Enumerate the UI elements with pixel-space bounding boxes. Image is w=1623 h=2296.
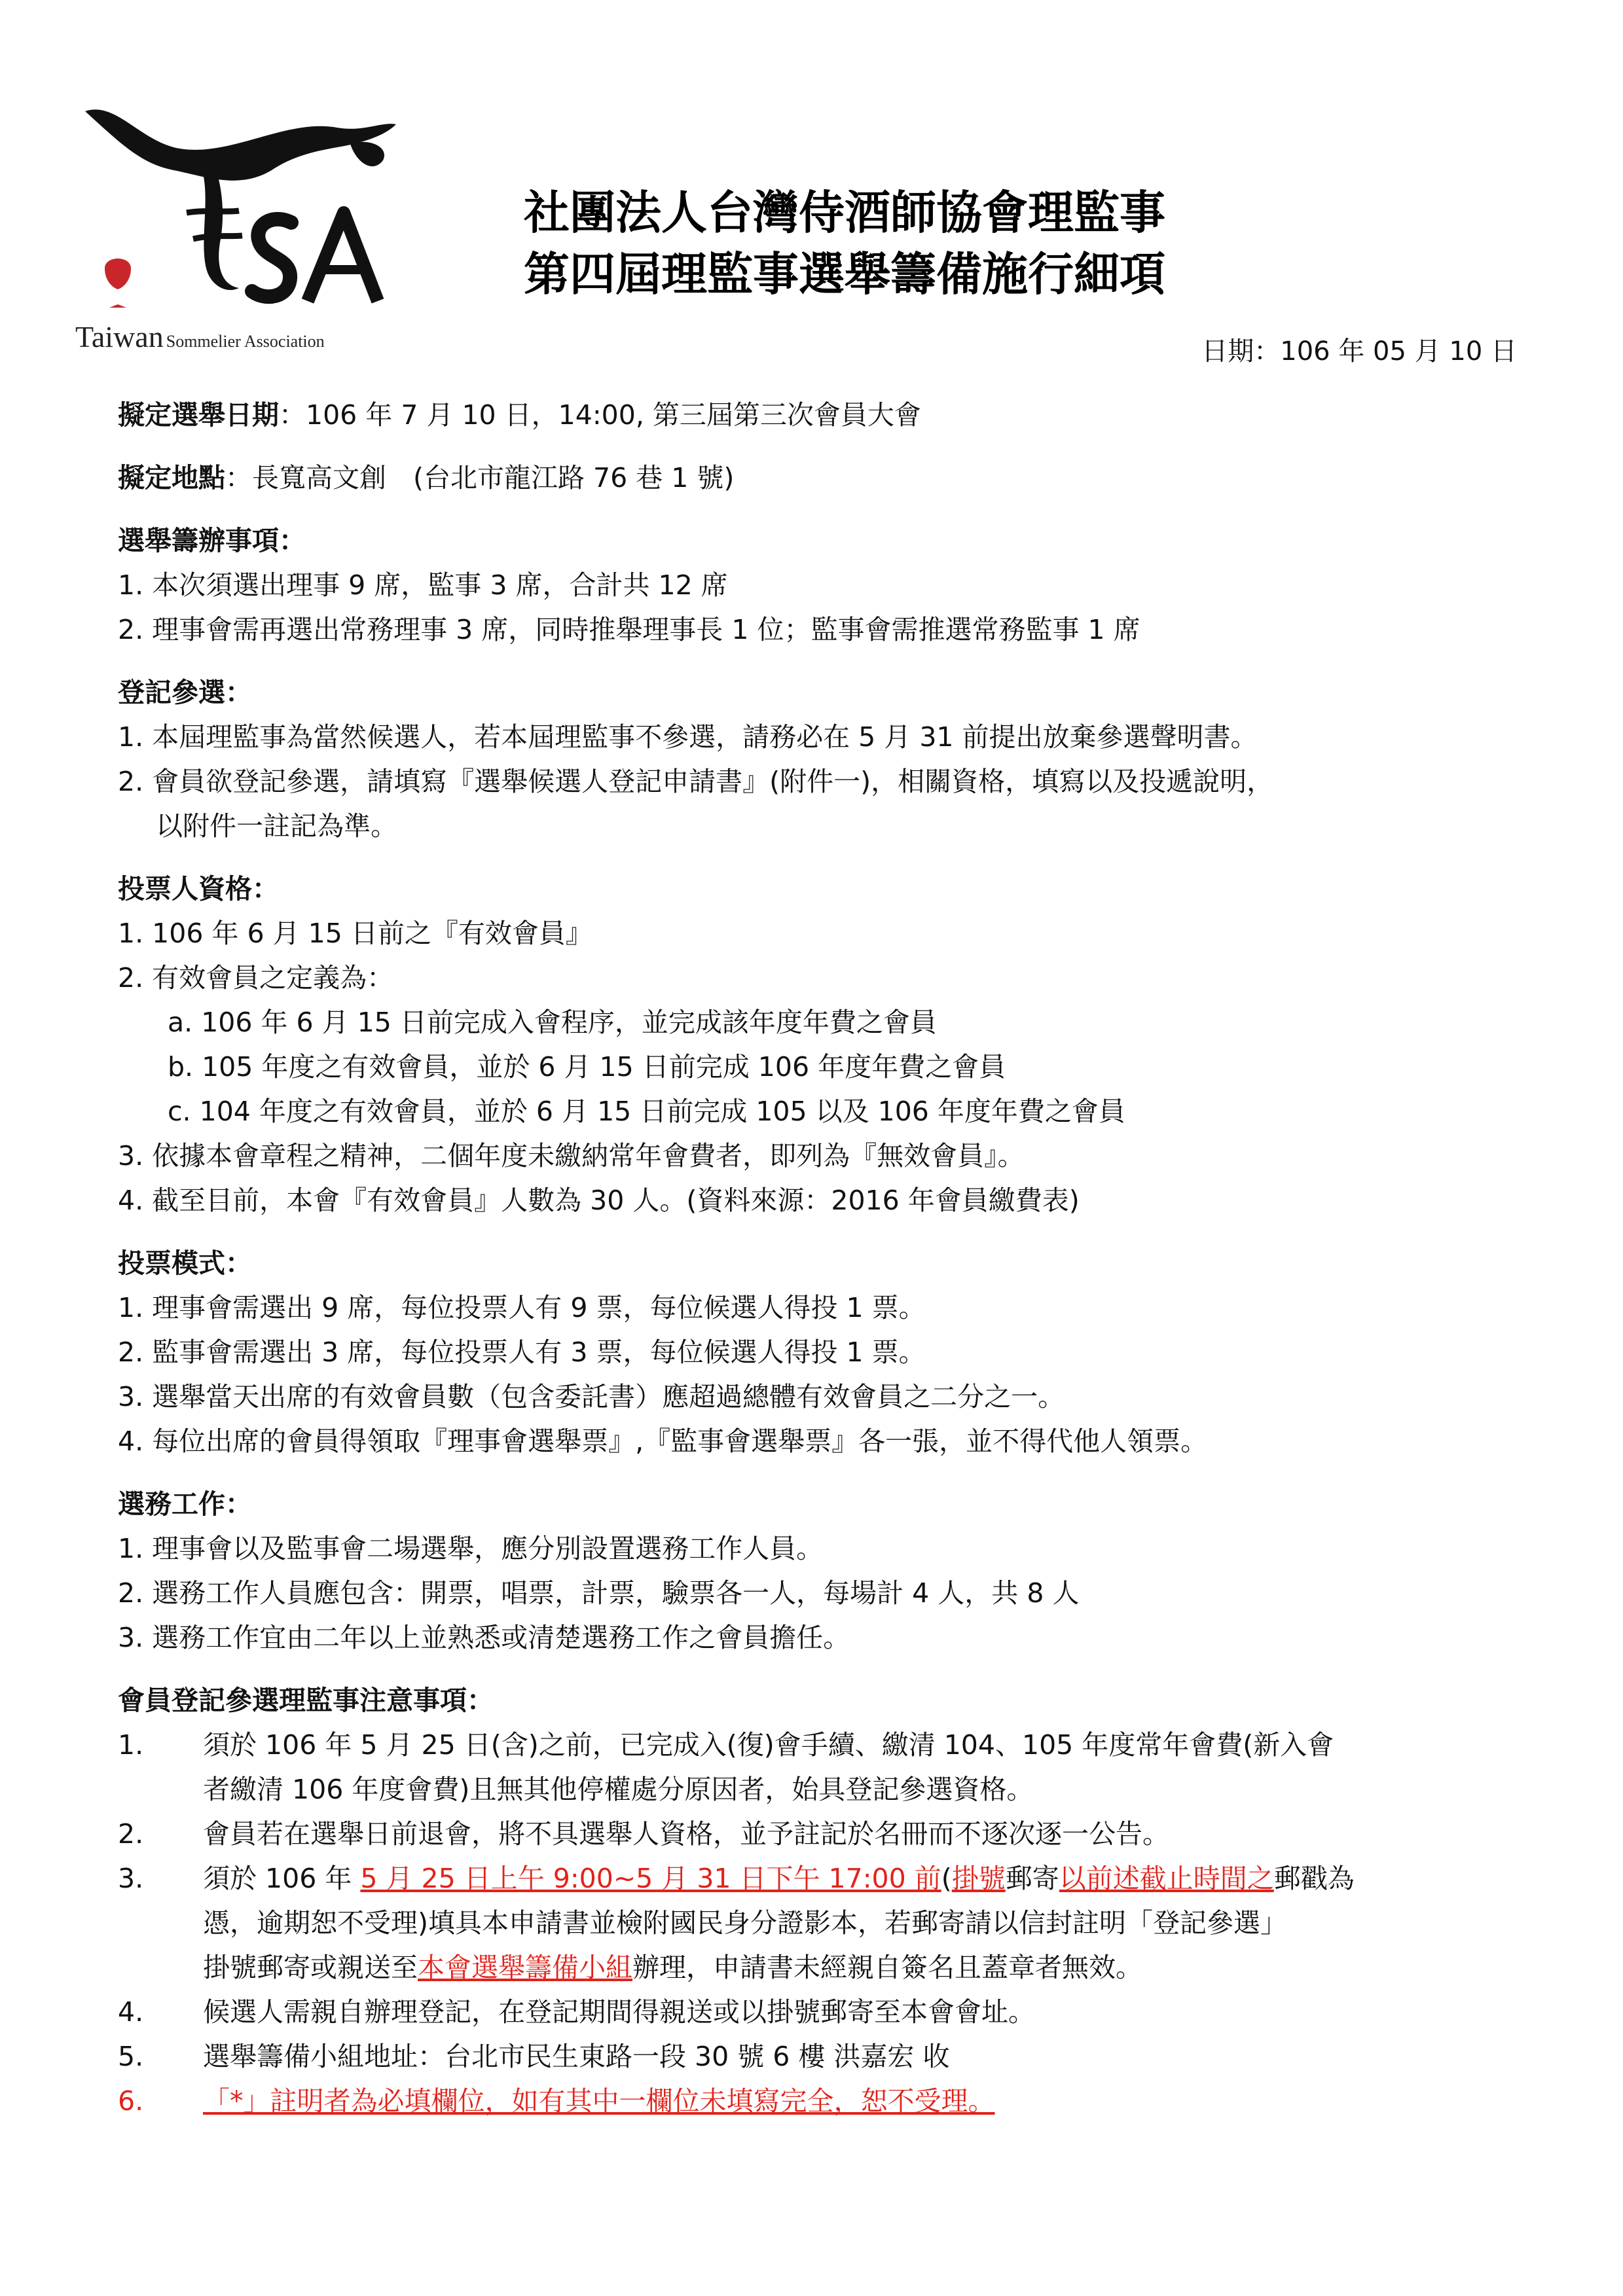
venue-value: ：長寬高文創 (台北市龍江路 76 巷 1 號) xyxy=(225,462,735,493)
voters-heading: 投票人資格： xyxy=(118,873,279,905)
list-item: 3. 依據本會章程之精神，二個年度未繳納常年會費者，即列為『無效會員』。 xyxy=(118,1140,1025,1172)
logo-caption-taiwan: Taiwan xyxy=(75,320,164,353)
postmark-highlight: 以前述截止時間之 xyxy=(1059,1863,1274,1894)
list-item: 2. 會員欲登記參選，請填寫『選舉候選人登記申請書』(附件一)，相關資格，填寫以及投遞說明， xyxy=(118,766,1274,797)
prep-section xyxy=(118,518,1525,652)
voters-section xyxy=(118,867,1525,1223)
note-text: 者繳清 106 年度會費)且無其他停權處分原因者，始具登記參選資格。 xyxy=(203,1774,1034,1805)
notes-heading: 會員登記參選理監事注意事項： xyxy=(118,1685,494,1716)
title-line-1: 社團法人台灣侍酒師協會理監事 xyxy=(524,186,1165,240)
work-heading: 選務工作： xyxy=(118,1488,252,1520)
election-date-label: 擬定選舉日期 xyxy=(118,399,279,431)
election-date xyxy=(118,393,1525,437)
note-text-part: 須於 106 年 xyxy=(203,1863,361,1894)
list-item-continuation: 以附件一註記為準。 xyxy=(156,810,397,842)
document-body xyxy=(118,393,1525,2142)
note-text-part: 郵戳為 xyxy=(1273,1863,1355,1894)
venue-section xyxy=(118,456,1525,500)
sub-list-item: b. 105 年度之有效會員，並於 6 月 15 日前完成 106 年度年費之會員 xyxy=(168,1051,1006,1083)
note-number: 3. xyxy=(118,1863,144,1894)
note-item-1 xyxy=(118,1723,1525,1812)
note-text-part: 掛號郵寄或親送至 xyxy=(203,1952,418,1983)
note-text xyxy=(203,1945,1525,1990)
note-item-2 xyxy=(118,1812,1525,1856)
list-item: 2. 選務工作人員應包含：開票，唱票，計票，驗票各一人，每場計 4 人，共 8 人 xyxy=(118,1577,1080,1609)
list-item: 3. 選務工作宜由二年以上並熟悉或清楚選務工作之會員擔任。 xyxy=(118,1622,850,1653)
list-item: 1. 本次須選出理事 9 席，監事 3 席，合計共 12 席 xyxy=(118,569,728,601)
note-item-5 xyxy=(118,2034,1525,2079)
deadline-highlight: 5 月 25 日上午 9:00~5 月 31 日下午 17:00 前 xyxy=(360,1863,941,1894)
logo-caption xyxy=(75,319,416,354)
prep-heading: 選舉籌辦事項： xyxy=(118,525,306,556)
note-text-part: 郵寄 xyxy=(1005,1863,1059,1894)
list-item: 2. 監事會需選出 3 席，每位投票人有 3 票，每位候選人得投 1 票。 xyxy=(118,1336,926,1368)
note-number: 1. xyxy=(118,1729,144,1761)
title-line-2: 第四屆理監事選舉籌備施行細項 xyxy=(524,247,1165,301)
election-date-value: ：106 年 7 月 10 日，14:00, 第三屆第三次會員大會 xyxy=(279,399,921,431)
venue xyxy=(118,456,1525,500)
venue-label: 擬定地點 xyxy=(118,462,225,493)
mode-heading: 投票模式： xyxy=(118,1247,252,1279)
note-text-part: 辦理，申請書未經親自簽名且蓋章者無效。 xyxy=(632,1952,1142,1983)
note-number: 6. xyxy=(118,2085,144,2117)
note-text: 須於 106 年 5 月 25 日(含)之前，已完成入(復)會手續、繳清 104、105 年度常年會費(新入會 xyxy=(203,1729,1334,1761)
list-item: 3. 選舉當天出席的有效會員數（包含委託書）應超過總體有效會員之二分之一。 xyxy=(118,1381,1065,1412)
election-date-section xyxy=(118,393,1525,437)
register-section xyxy=(118,670,1525,848)
note-number: 5. xyxy=(118,2041,144,2072)
note-item-6 xyxy=(118,2079,1525,2123)
registered-mail-highlight: 掛號 xyxy=(951,1863,1006,1894)
document-date: 日期：106 年 05 月 10 日 xyxy=(1201,336,1517,367)
register-heading: 登記參選： xyxy=(118,677,252,708)
tsa-logo xyxy=(75,98,416,353)
tsa-brush-logo-icon xyxy=(75,98,416,321)
list-item: 4. 每位出席的會員得領取『理事會選舉票』,『監事會選舉票』各一張，並不得代他人領票。 xyxy=(118,1426,1208,1457)
sub-list-item: a. 106 年 6 月 15 日前完成入會程序，並完成該年度年費之會員 xyxy=(168,1007,937,1038)
committee-highlight: 本會選舉籌備小組 xyxy=(418,1952,632,1983)
note-text: 會員若在選舉日前退會，將不具選舉人資格，並予註記於名冊而不逐次逐一公告。 xyxy=(203,1818,1169,1850)
note-text-part: ( xyxy=(941,1863,952,1894)
note-text: 憑，逾期恕不受理)填具本申請書並檢附國民身分證影本，若郵寄請以信封註明「登記參選」 xyxy=(203,1907,1287,1939)
list-item: 1. 理事會需選出 9 席，每位投票人有 9 票，每位候選人得投 1 票。 xyxy=(118,1292,926,1323)
list-item: 2. 理事會需再選出常務理事 3 席，同時推舉理事長 1 位；監事會需推選常務監事 1 席 xyxy=(118,614,1140,645)
list-item: 1. 本屆理監事為當然候選人，若本屆理監事不參選，請務必在 5 月 31 前提出放棄參選聲明書。 xyxy=(118,721,1258,753)
note-text: 選舉籌備小組地址：台北市民生東路一段 30 號 6 樓 洪嘉宏 收 xyxy=(203,2041,950,2072)
note-text xyxy=(203,1856,1525,1901)
mode-section xyxy=(118,1241,1525,1463)
list-item: 2. 有效會員之定義為： xyxy=(118,962,394,994)
note-number: 2. xyxy=(118,1818,144,1850)
note-text: 候選人需親自辦理登記，在登記期間得親送或以掛號郵寄至本會會址。 xyxy=(203,1996,1035,2028)
list-item: 1. 106 年 6 月 15 日前之『有效會員』 xyxy=(118,918,593,949)
work-section xyxy=(118,1482,1525,1660)
list-item: 1. 理事會以及監事會二場選舉，應分別設置選務工作人員。 xyxy=(118,1533,824,1564)
note-item-3 xyxy=(118,1856,1525,1990)
notes-section xyxy=(118,1678,1525,2123)
required-fields-warning: 「*」註明者為必填欄位，如有其中一欄位未填寫完全，恕不受理。 xyxy=(203,2085,995,2117)
logo-caption-association: Sommelier Association xyxy=(166,332,325,351)
document-title xyxy=(419,182,1270,305)
sub-list-item: c. 104 年度之有效會員，並於 6 月 15 日前完成 105 以及 106 年度年費之會員 xyxy=(168,1096,1125,1127)
note-item-4 xyxy=(118,1990,1525,2034)
note-number: 4. xyxy=(118,1996,144,2028)
list-item: 4. 截至目前，本會『有效會員』人數為 30 人。(資料來源：2016 年會員繳費表) xyxy=(118,1185,1080,1216)
